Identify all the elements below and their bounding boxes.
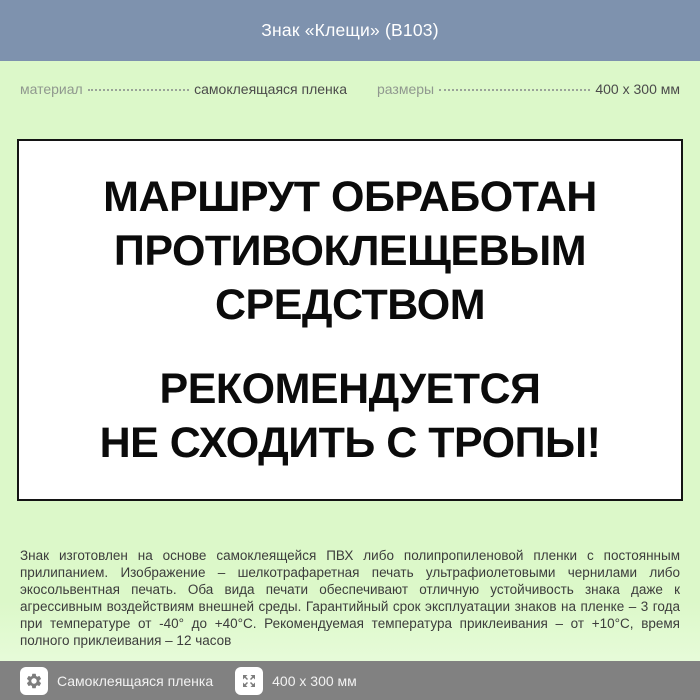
spec-material-label: материал [20, 81, 83, 97]
spec-material-value: самоклеящаяся пленка [194, 81, 347, 97]
specs-row [0, 61, 700, 97]
product-description: Знак изготовлен на основе самоклеящейся ПВХ либо полипропиленовой пленки с постоянным прилипанием. Изображение – шелкотрафаретная печать ультрафиолетовыми чернилами либо экосольвентная печать. Оба вида печати обеспечивают отличную устойчивость знака даже к агрессивным воздействиям внешней среды. Гарантийный срок эксплуатации знаков на пленке – 3 года при температуре от -40° до +40°С. Рекомендуемая температура приклеивания – от +10°С, время полного приклеивания – 12 часов [20, 548, 680, 648]
material-chip[interactable] [20, 667, 213, 695]
spec-size [377, 81, 680, 97]
dotted-leader [88, 89, 189, 91]
sign-line: МАРШРУТ ОБРАБОТАН [103, 173, 597, 221]
sign-line: НЕ СХОДИТЬ С ТРОПЫ! [99, 419, 601, 467]
size-chip[interactable] [235, 667, 357, 695]
dotted-leader [439, 89, 590, 91]
header-bar [0, 0, 700, 61]
sign-line: ПРОТИВОКЛЕЩЕВЫМ [113, 227, 587, 275]
expand-icon [235, 667, 263, 695]
page-title: Знак «Клещи» (B103) [261, 20, 439, 40]
gear-icon [20, 667, 48, 695]
sign-line: СРЕДСТВОМ [214, 281, 486, 329]
spec-material [20, 81, 347, 97]
sign-text-warning [103, 170, 597, 332]
sign-line: РЕКОМЕНДУЕТСЯ [159, 365, 541, 413]
footer-bar [0, 661, 700, 700]
sign-text-recommendation [100, 362, 601, 470]
size-chip-label: 400 x 300 мм [272, 672, 357, 689]
sign-preview [17, 139, 683, 501]
spec-size-label: размеры [377, 81, 435, 97]
spec-size-value: 400 x 300 мм [595, 81, 680, 97]
material-chip-label: Самоклеящаяся пленка [57, 672, 214, 689]
